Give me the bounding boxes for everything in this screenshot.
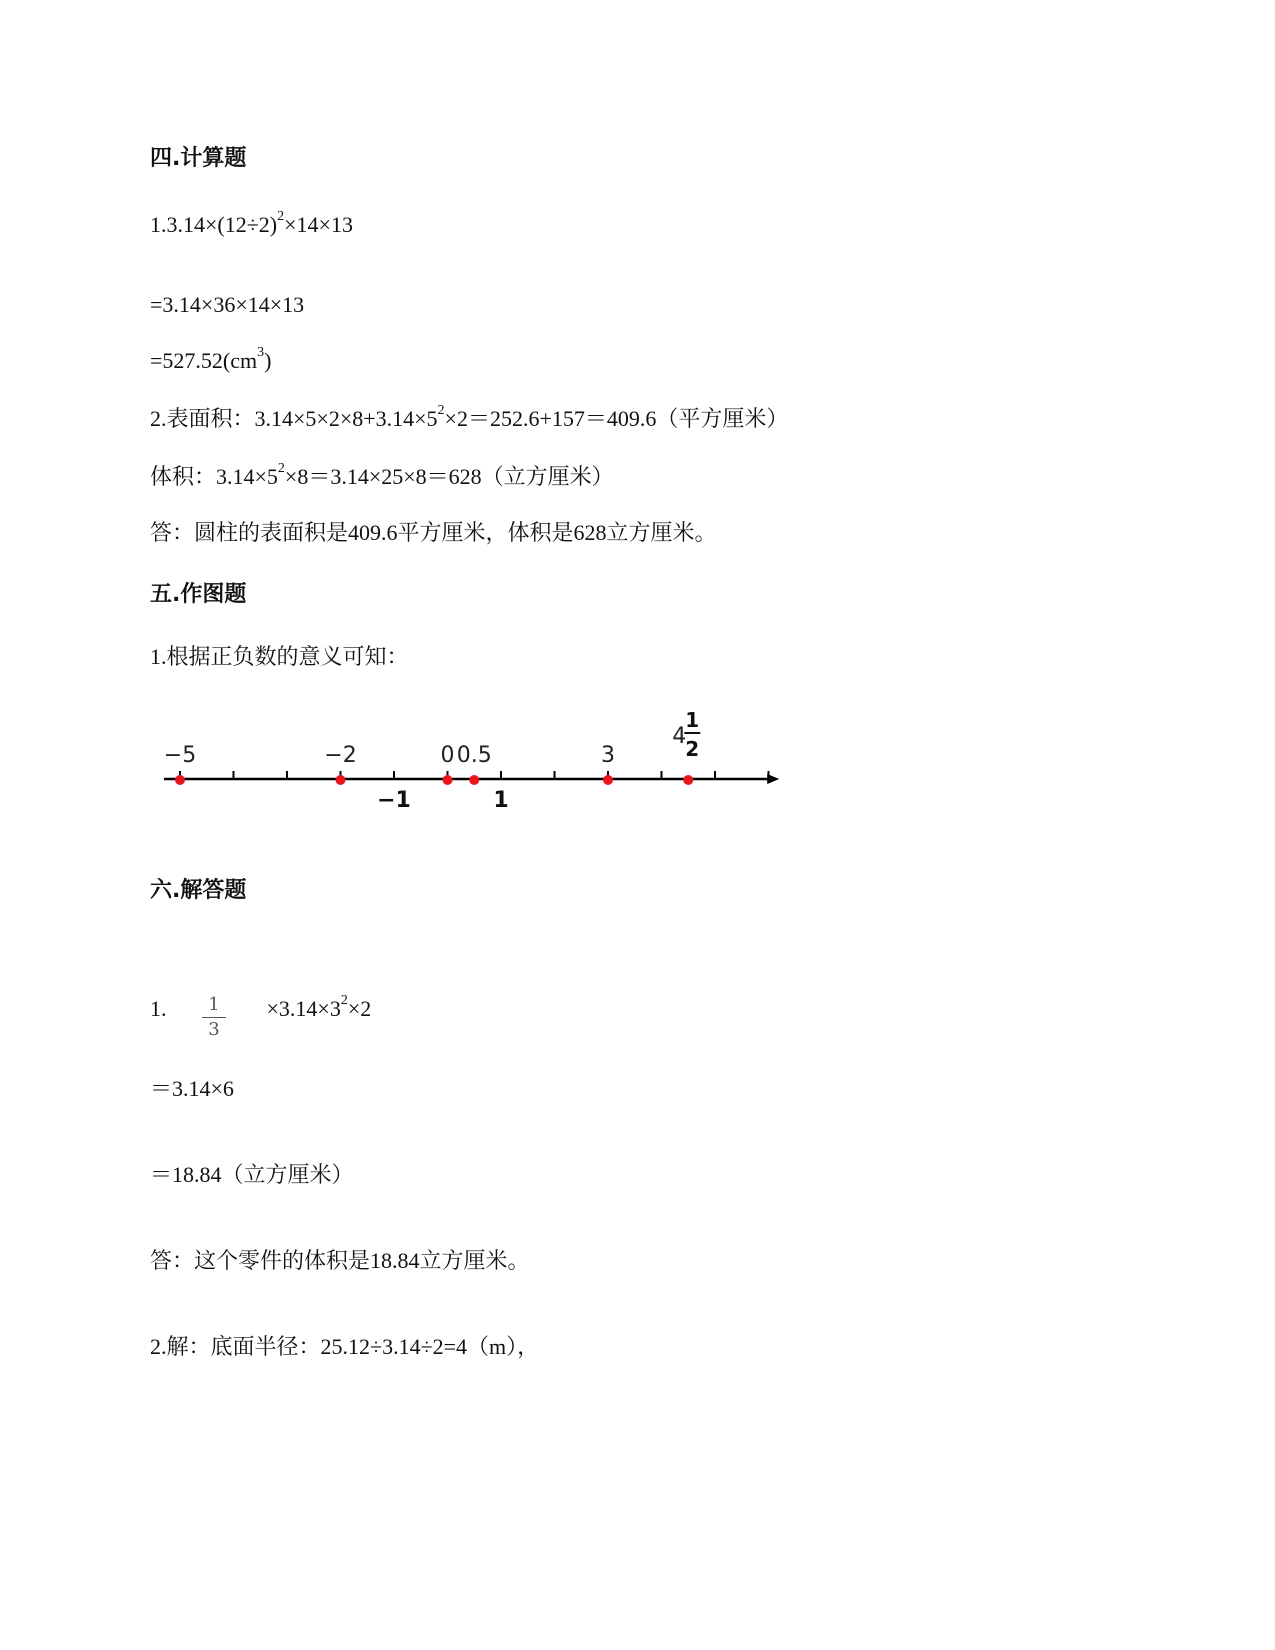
marked-point xyxy=(443,775,453,785)
marked-point xyxy=(603,775,613,785)
point-label-whole: 4 xyxy=(672,724,687,749)
calc-q2-answer: 答：圆柱的表面积是409.6平方厘米，体积是628立方厘米。 xyxy=(150,520,717,545)
point-label: −5 xyxy=(163,743,197,768)
point-label: 3 xyxy=(601,743,615,768)
fraction-one-third: 1 3 xyxy=(202,996,226,1039)
marked-point xyxy=(469,775,479,785)
solve-q2: 2.解：底面半径：25.12÷3.14÷2=4（m）， xyxy=(150,1334,540,1359)
calc-q2-volume: 体积：$3.14\times 5^2\times 8=3.14\times 25\times 8=628$（立方厘米） xyxy=(150,461,614,489)
point-label-numerator: 1 xyxy=(685,708,700,732)
marked-point xyxy=(175,775,185,785)
draw-q1: 1.根据正负数的意义可知： xyxy=(150,644,409,669)
point-label: 0 xyxy=(440,743,455,768)
calc-q1: $1.3.14\times(12\div 2)^2\times 14\times 13$ xyxy=(150,209,353,237)
marked-point xyxy=(336,775,346,785)
solve-q1: 1. $\times 3.14\times 3^2\times 2$ xyxy=(150,993,372,1021)
calc-q1-step3: $=527.52(cm^3)$ xyxy=(150,345,272,373)
marked-point xyxy=(683,775,693,785)
calc-q1-step2: =3.14×36×14×13 xyxy=(150,292,305,317)
heading-draw: 五.作图题 xyxy=(150,582,247,607)
solve-q1-answer: 答：这个零件的体积是18.84立方厘米。 xyxy=(150,1248,530,1273)
point-label-denominator: 2 xyxy=(685,737,700,761)
heading-solve: 六.解答题 xyxy=(150,878,247,903)
heading-calc: 四.计算题 xyxy=(150,146,247,171)
reference-label: 1 xyxy=(493,788,509,813)
solve-q1-step2: ＝3.14×6 xyxy=(150,1076,234,1101)
point-label: 0.5 xyxy=(456,743,492,768)
solve-q1-step3: ＝18.84（立方厘米） xyxy=(150,1162,354,1187)
calc-q2: 2.表面积：$3.14\times 5\times 2\times 8+3.14\times 5^2\times 2=252.6+157=409.6$（平方厘米） xyxy=(150,403,789,431)
number-line-diagram xyxy=(150,708,830,838)
point-label: −2 xyxy=(324,743,357,768)
reference-label: −1 xyxy=(377,788,411,813)
